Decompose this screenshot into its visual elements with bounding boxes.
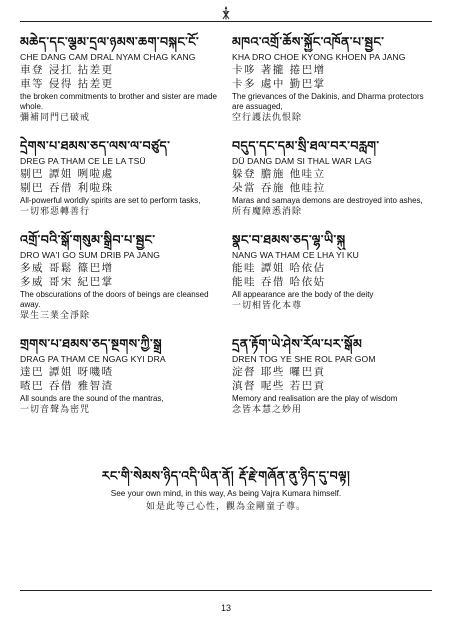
tibetan-line: མཆེད་དང་ལྕམ་དྲལ་ཉམས་ཆག་བསྐང་ངོ་ (20, 34, 200, 49)
chinese-phonetic-line: 卡多 處中 勤巴掌 (232, 78, 326, 90)
chinese-phonetic-line: 剔巴 譚姐 咧啦處 (20, 168, 114, 180)
chinese-phonetic-line: 能哇 吞借 哈依姑 (232, 276, 326, 288)
bottom-rule (20, 590, 432, 591)
vajra-ornament-icon (220, 6, 232, 20)
tibetan-line: སྣང་བ་ཐམས་ཅད་ལྷ་ཡི་སྐུ (232, 232, 346, 247)
chinese-phonetic-line: 滇督 呢些 若巴貢 (232, 380, 326, 392)
verse-6 (232, 230, 432, 322)
tibetan-line: དྲན་རྟོག་ཡེ་ཤེས་རོལ་པར་སྒོམ (232, 336, 363, 351)
chinese-translation: 所有魔障悉消除 (232, 207, 303, 217)
english-translation: the broken commitments to brother and sister are made whole. (20, 92, 217, 111)
phonetic-line: DRAG PA THAM CE NGAG KYI DRA (20, 354, 166, 364)
chinese-phonetic-line: 喳巴 吞借 雅智渣 (20, 380, 114, 392)
chinese-translation: 念皆本慧之妙用 (232, 405, 303, 415)
verse-grid (20, 32, 432, 416)
top-rule (20, 21, 432, 22)
page-number: 13 (220, 603, 231, 613)
chinese-phonetic-line: 剔巴 吞借 利啦珠 (20, 182, 114, 194)
phonetic-line: DÜ DANG DAM SI THAL WAR LAG (232, 156, 372, 166)
phonetic-line: KHA DRO CHOE KYONG KHOEN PA JANG (232, 52, 406, 62)
phonetic-line: DREN TOG YE SHE ROL PAR GOM (232, 354, 376, 364)
english-translation: All appearance are the body of the deity (232, 290, 374, 299)
english-translation: Memory and realisation are the play of wisdom (232, 394, 398, 403)
chinese-phonetic-line: 躲登 膽施 他哇立 (232, 168, 326, 180)
phonetic-line: DREG PA THAM CE LE LA TSÜ (20, 156, 146, 166)
chinese-translation: 一切音聲為密咒 (20, 405, 91, 415)
english-translation: Maras and samaya demons are destroyed into ashes, (232, 196, 423, 205)
english-translation: The grievances of the Dakinis, and Dharma protectors are assuaged, (232, 92, 424, 111)
closing-chinese: 如是此等己心性，觀為金剛童子尊。 (145, 502, 306, 512)
phonetic-line: CHE DANG CAM DRAL NYAM CHAG KANG (20, 52, 196, 62)
chinese-translation: 一切邪惡轉善行 (20, 207, 91, 217)
chinese-translation: 彌補同門已破戒 (20, 113, 91, 123)
chinese-translation: 一切相皆化本尊 (232, 301, 303, 311)
chinese-phonetic-line: 車等 侵得 拈差更 (20, 78, 114, 90)
verse-3 (20, 136, 220, 218)
verse-8 (232, 334, 432, 416)
tibetan-line: མཁའ་འགྲོ་ཆོས་སྐྱོང་འཁོན་པ་སྦྱང་ (232, 34, 385, 49)
english-translation: All-powerful worldly spirits are set to perform tasks, (20, 196, 201, 205)
tibetan-line: དྲེགས་པ་ཐམས་ཅད་ལས་ལ་བཙུད་ (20, 138, 171, 153)
verse-2 (232, 32, 432, 124)
closing-verse (20, 466, 432, 513)
verse-7 (20, 334, 220, 416)
closing-english: See your own mind, in this way, As being Vajra Kumara himself. (110, 489, 342, 498)
chinese-phonetic-line: 達巴 譚姐 呀嘰喳 (20, 366, 114, 378)
chinese-phonetic-line: 能哇 譚姐 哈依佔 (232, 262, 326, 274)
phonetic-line: NANG WA THAM CE LHA YI KU (232, 250, 359, 260)
chinese-phonetic-line: 卡哆 著攏 捲巴增 (232, 64, 326, 76)
chinese-phonetic-line: 車登 浸扛 拈差更 (20, 64, 114, 76)
chinese-translation: 空行護法仇恨除 (232, 113, 303, 123)
chinese-phonetic-line: 多威 哥宋 紀巴掌 (20, 276, 114, 288)
chinese-translation: 眾生三業全淨除 (20, 311, 91, 321)
tibetan-line: གྲགས་པ་ཐམས་ཅད་སྔགས་ཀྱི་སྒྲ (20, 336, 163, 351)
verse-4 (232, 136, 432, 218)
chinese-phonetic-line: 朵當 吞施 他哇拉 (232, 182, 326, 194)
tibetan-line: འགྲོ་བའི་སྒོ་གསུམ་སྒྲིབ་པ་སྦྱང་ (20, 232, 156, 247)
closing-tibetan-line: རང་གི་སེམས་ཉིད་འདི་ཡིན་ནོ། རྡོ་རྗེ་གཞོན་ནུ་ཉིད་དུ་བལྟ། (101, 468, 351, 483)
verse-5 (20, 230, 220, 322)
english-translation: The obscurations of the doors of beings are cleansed away. (20, 290, 209, 309)
chinese-phonetic-line: 多威 哥鬆 篠巴增 (20, 262, 114, 274)
tibetan-line: བདུད་དང་དམ་སྲི་ཐལ་བར་བརླག་ (232, 138, 380, 153)
english-translation: All sounds are the sound of the mantras, (20, 394, 164, 403)
verse-1 (20, 32, 220, 124)
chinese-phonetic-line: 淀督 耶些 囉巴貢 (232, 366, 326, 378)
phonetic-line: DRO WA'I GO SUM DRIB PA JANG (20, 250, 161, 260)
